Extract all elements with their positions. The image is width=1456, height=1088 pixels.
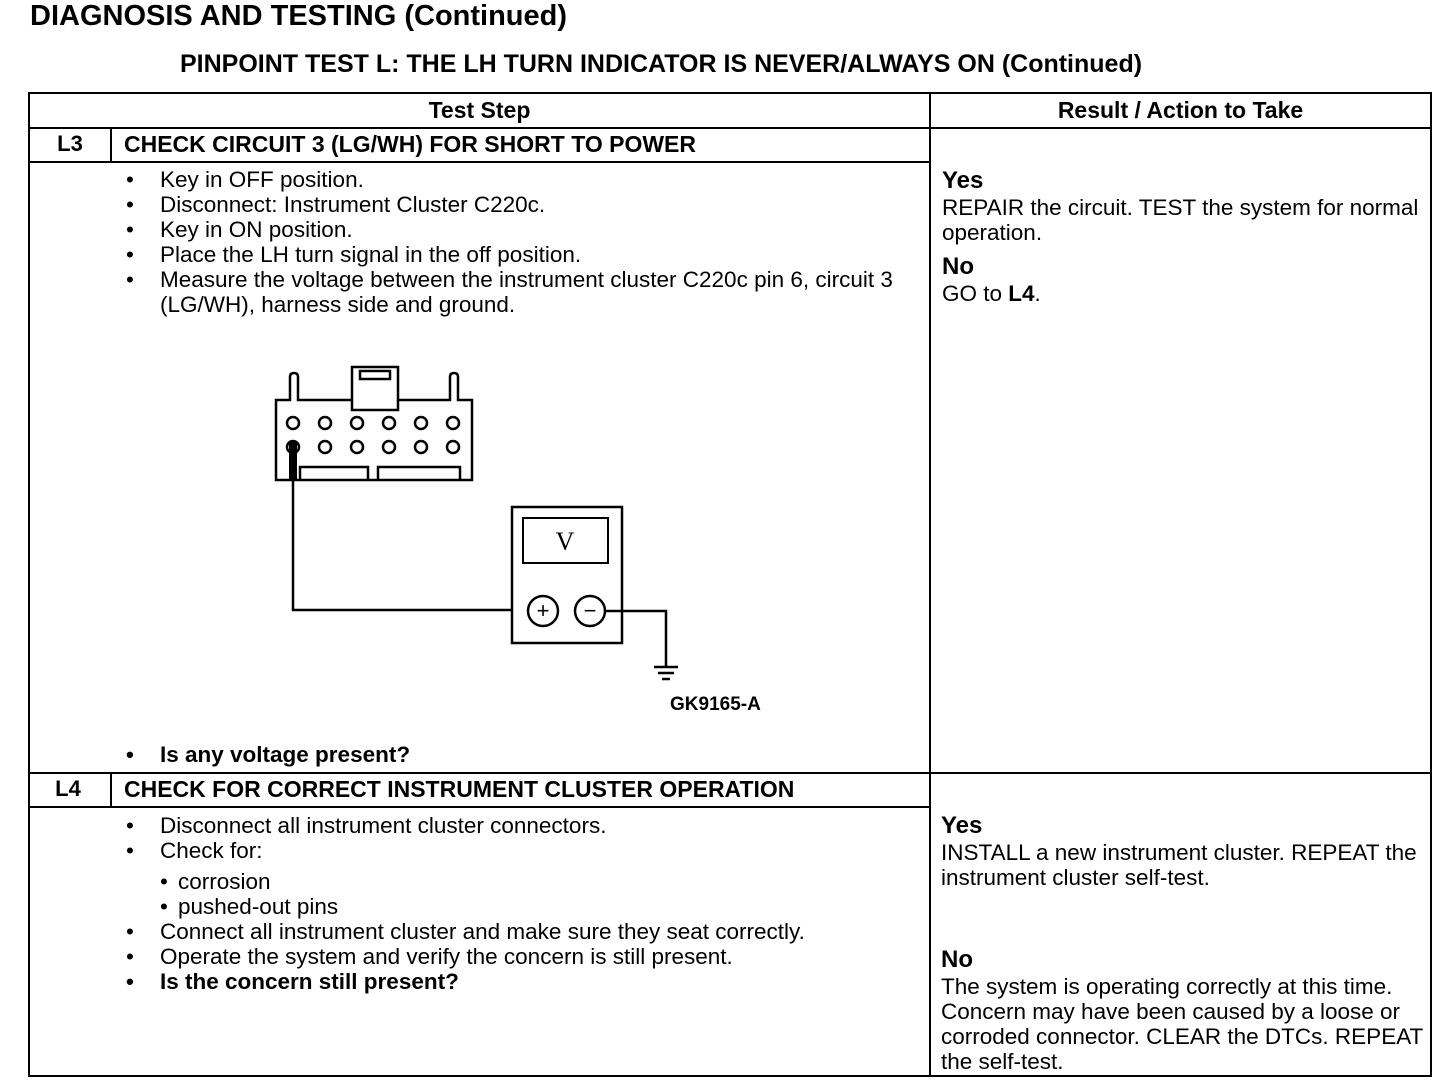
yes-text-l4: INSTALL a new instrument cluster. REPEAT the instrument cluster self-test. — [941, 840, 1417, 890]
connector-c220c — [276, 367, 472, 480]
list-item — [122, 838, 912, 919]
voltmeter — [512, 507, 622, 643]
step-list-l4 — [122, 813, 912, 994]
header-test-step: Test Step — [428, 97, 531, 123]
list-item: • Measure the voltage between the instrument cluster C220c pin 6, circuit 3 (LG/WH), harness side and ground. — [122, 267, 912, 317]
no-label-l4: No — [941, 946, 973, 973]
positive-lead — [293, 480, 528, 610]
sub-list-item: • pushed-out pins — [160, 894, 912, 919]
step-id-l3: L3 — [57, 131, 83, 156]
ground-icon — [654, 667, 678, 679]
voltmeter-connector-diagram — [260, 355, 700, 695]
yes-label-l3: Yes — [942, 167, 984, 194]
list-item: • Disconnect all instrument cluster connectors. — [122, 813, 912, 838]
list-item: • Key in ON position. — [122, 217, 912, 242]
pinpoint-test-title: PINPOINT TEST L: THE LH TURN INDICATOR IS NEVER/ALWAYS ON (Continued) — [180, 50, 1143, 78]
list-item: • Operate the system and verify the concern is still present. — [122, 944, 912, 969]
no-text-suffix: . — [1034, 281, 1041, 306]
meter-symbol: V — [555, 527, 575, 556]
plus-terminal: + — [536, 598, 550, 623]
yes-text-l3: REPAIR the circuit. TEST the system for normal operation. — [942, 195, 1419, 245]
probe-tip — [289, 441, 297, 480]
question-l3: • Is any voltage present? — [122, 742, 912, 767]
question-l3-list — [122, 742, 912, 767]
no-text-prefix: GO to — [942, 281, 1009, 306]
result-l4-yes — [941, 812, 1425, 890]
list-item: • Place the LH turn signal in the off position. — [122, 242, 912, 267]
result-l4-no — [941, 946, 1425, 1074]
question-l4: • Is the concern still present? — [122, 969, 912, 994]
figure-label: GK9165-A — [670, 694, 761, 715]
goto-l4-link[interactable]: L4 — [1008, 281, 1035, 306]
step-id-l4: L4 — [55, 776, 81, 801]
list-item: • Key in OFF position. — [122, 167, 912, 192]
header-result-action: Result / Action to Take — [1057, 97, 1304, 123]
no-text-l4: The system is operating correctly at this time. Concern may have been caused by a loose or corroded connector. CLEAR the DTCs. REPEAT the self-test. — [941, 974, 1423, 1074]
result-l3 — [942, 167, 1422, 306]
sub-list — [160, 869, 912, 919]
no-label-l3: No — [942, 253, 974, 280]
list-item: • Connect all instrument cluster and make sure they seat correctly. — [122, 919, 912, 944]
step-list-l3 — [122, 167, 912, 317]
page-title: DIAGNOSIS AND TESTING (Continued) — [30, 0, 568, 32]
step-title-l4: CHECK FOR CORRECT INSTRUMENT CLUSTER OPERATION — [124, 776, 795, 802]
sub-list-item: • corrosion — [160, 869, 912, 894]
list-item-text: Check for: — [160, 838, 263, 863]
yes-label-l4: Yes — [941, 812, 983, 839]
minus-terminal: − — [583, 598, 597, 623]
step-title-l3: CHECK CIRCUIT 3 (LG/WH) FOR SHORT TO POWER — [124, 131, 697, 157]
list-item: • Disconnect: Instrument Cluster C220c. — [122, 192, 912, 217]
no-text-l3 — [942, 281, 1422, 306]
